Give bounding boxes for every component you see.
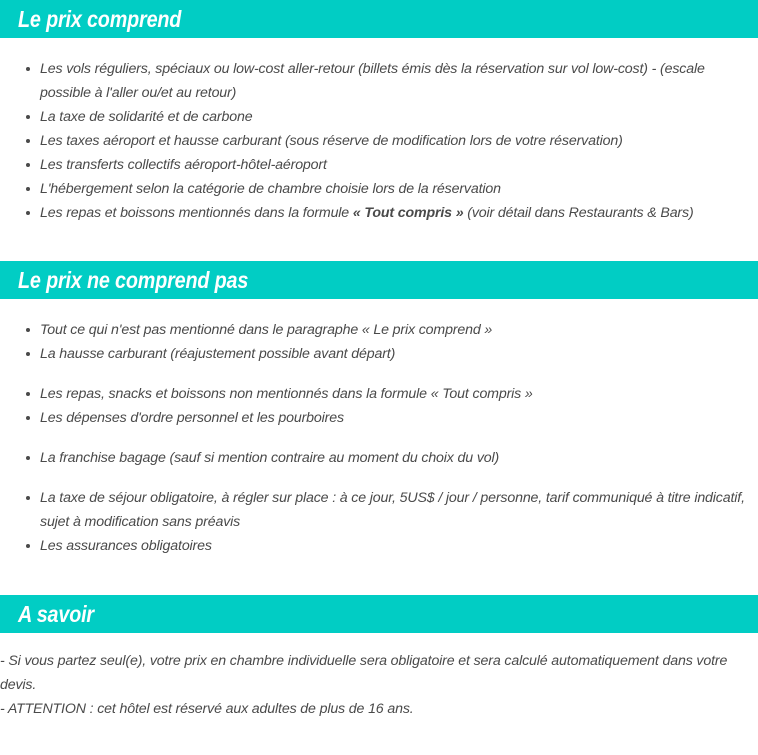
list-item: Les vols réguliers, spéciaux ou low-cost aller-retour (billets émis dès la réservation sur vol low-cost) - (escale possible à l'aller ou/et au retour)	[0, 57, 758, 105]
list-item: Les repas, snacks et boissons non mentionnés dans la formule « Tout compris »	[0, 382, 758, 406]
list-item-prefix: Les repas et boissons mentionnés dans la formule	[40, 205, 353, 221]
list-item: La taxe de solidarité et de carbone	[0, 105, 758, 129]
section-a-savoir	[0, 595, 758, 721]
section-body-le-prix-comprend	[0, 38, 758, 225]
list-item: La taxe de séjour obligatoire, à régler sur place : à ce jour, 5US$ / jour / personne, tarif communiqué à titre indicatif, sujet à modification sans préavis	[0, 486, 758, 534]
list-item: L'hébergement selon la catégorie de chambre choisie lors de la réservation	[0, 177, 758, 201]
section-title: A savoir	[18, 600, 94, 627]
list-item-suffix: (voir détail dans Restaurants & Bars)	[463, 205, 694, 221]
list-item: Tout ce qui n'est pas mentionné dans le paragraphe « Le prix comprend »	[0, 318, 758, 342]
note-line: - ATTENTION : cet hôtel est réservé aux adultes de plus de 16 ans.	[0, 701, 414, 717]
section-body-le-prix-ne-comprend-pas	[0, 299, 758, 558]
list-item: Les transferts collectifs aéroport-hôtel-aéroport	[0, 153, 758, 177]
section-title: Le prix ne comprend pas	[18, 266, 249, 293]
section-body-a-savoir	[0, 633, 758, 721]
section-header-le-prix-comprend	[0, 0, 758, 38]
list-item: Les assurances obligatoires	[0, 534, 758, 558]
list-item-emphasis: « Tout compris »	[352, 205, 464, 221]
list-item: La hausse carburant (réajustement possible avant départ)	[0, 342, 758, 366]
section-le-prix-comprend	[0, 0, 758, 225]
inclusions-list	[0, 57, 758, 225]
section-title: Le prix comprend	[18, 5, 182, 32]
list-item: Les dépenses d'ordre personnel et les pourboires	[0, 406, 758, 430]
section-header-a-savoir	[0, 595, 758, 633]
note-line: - Si vous partez seul(e), votre prix en chambre individuelle sera obligatoire et sera calculé automatiquement dans votre devis.	[0, 653, 728, 693]
list-item	[0, 201, 758, 225]
list-item: La franchise bagage (sauf si mention contraire au moment du choix du vol)	[0, 446, 758, 470]
list-item: Les taxes aéroport et hausse carburant (sous réserve de modification lors de votre réservation)	[0, 129, 758, 153]
section-header-le-prix-ne-comprend-pas	[0, 261, 758, 299]
section-spacer	[0, 225, 758, 261]
section-spacer	[0, 558, 758, 595]
exclusions-list	[0, 318, 758, 558]
section-le-prix-ne-comprend-pas	[0, 261, 758, 558]
